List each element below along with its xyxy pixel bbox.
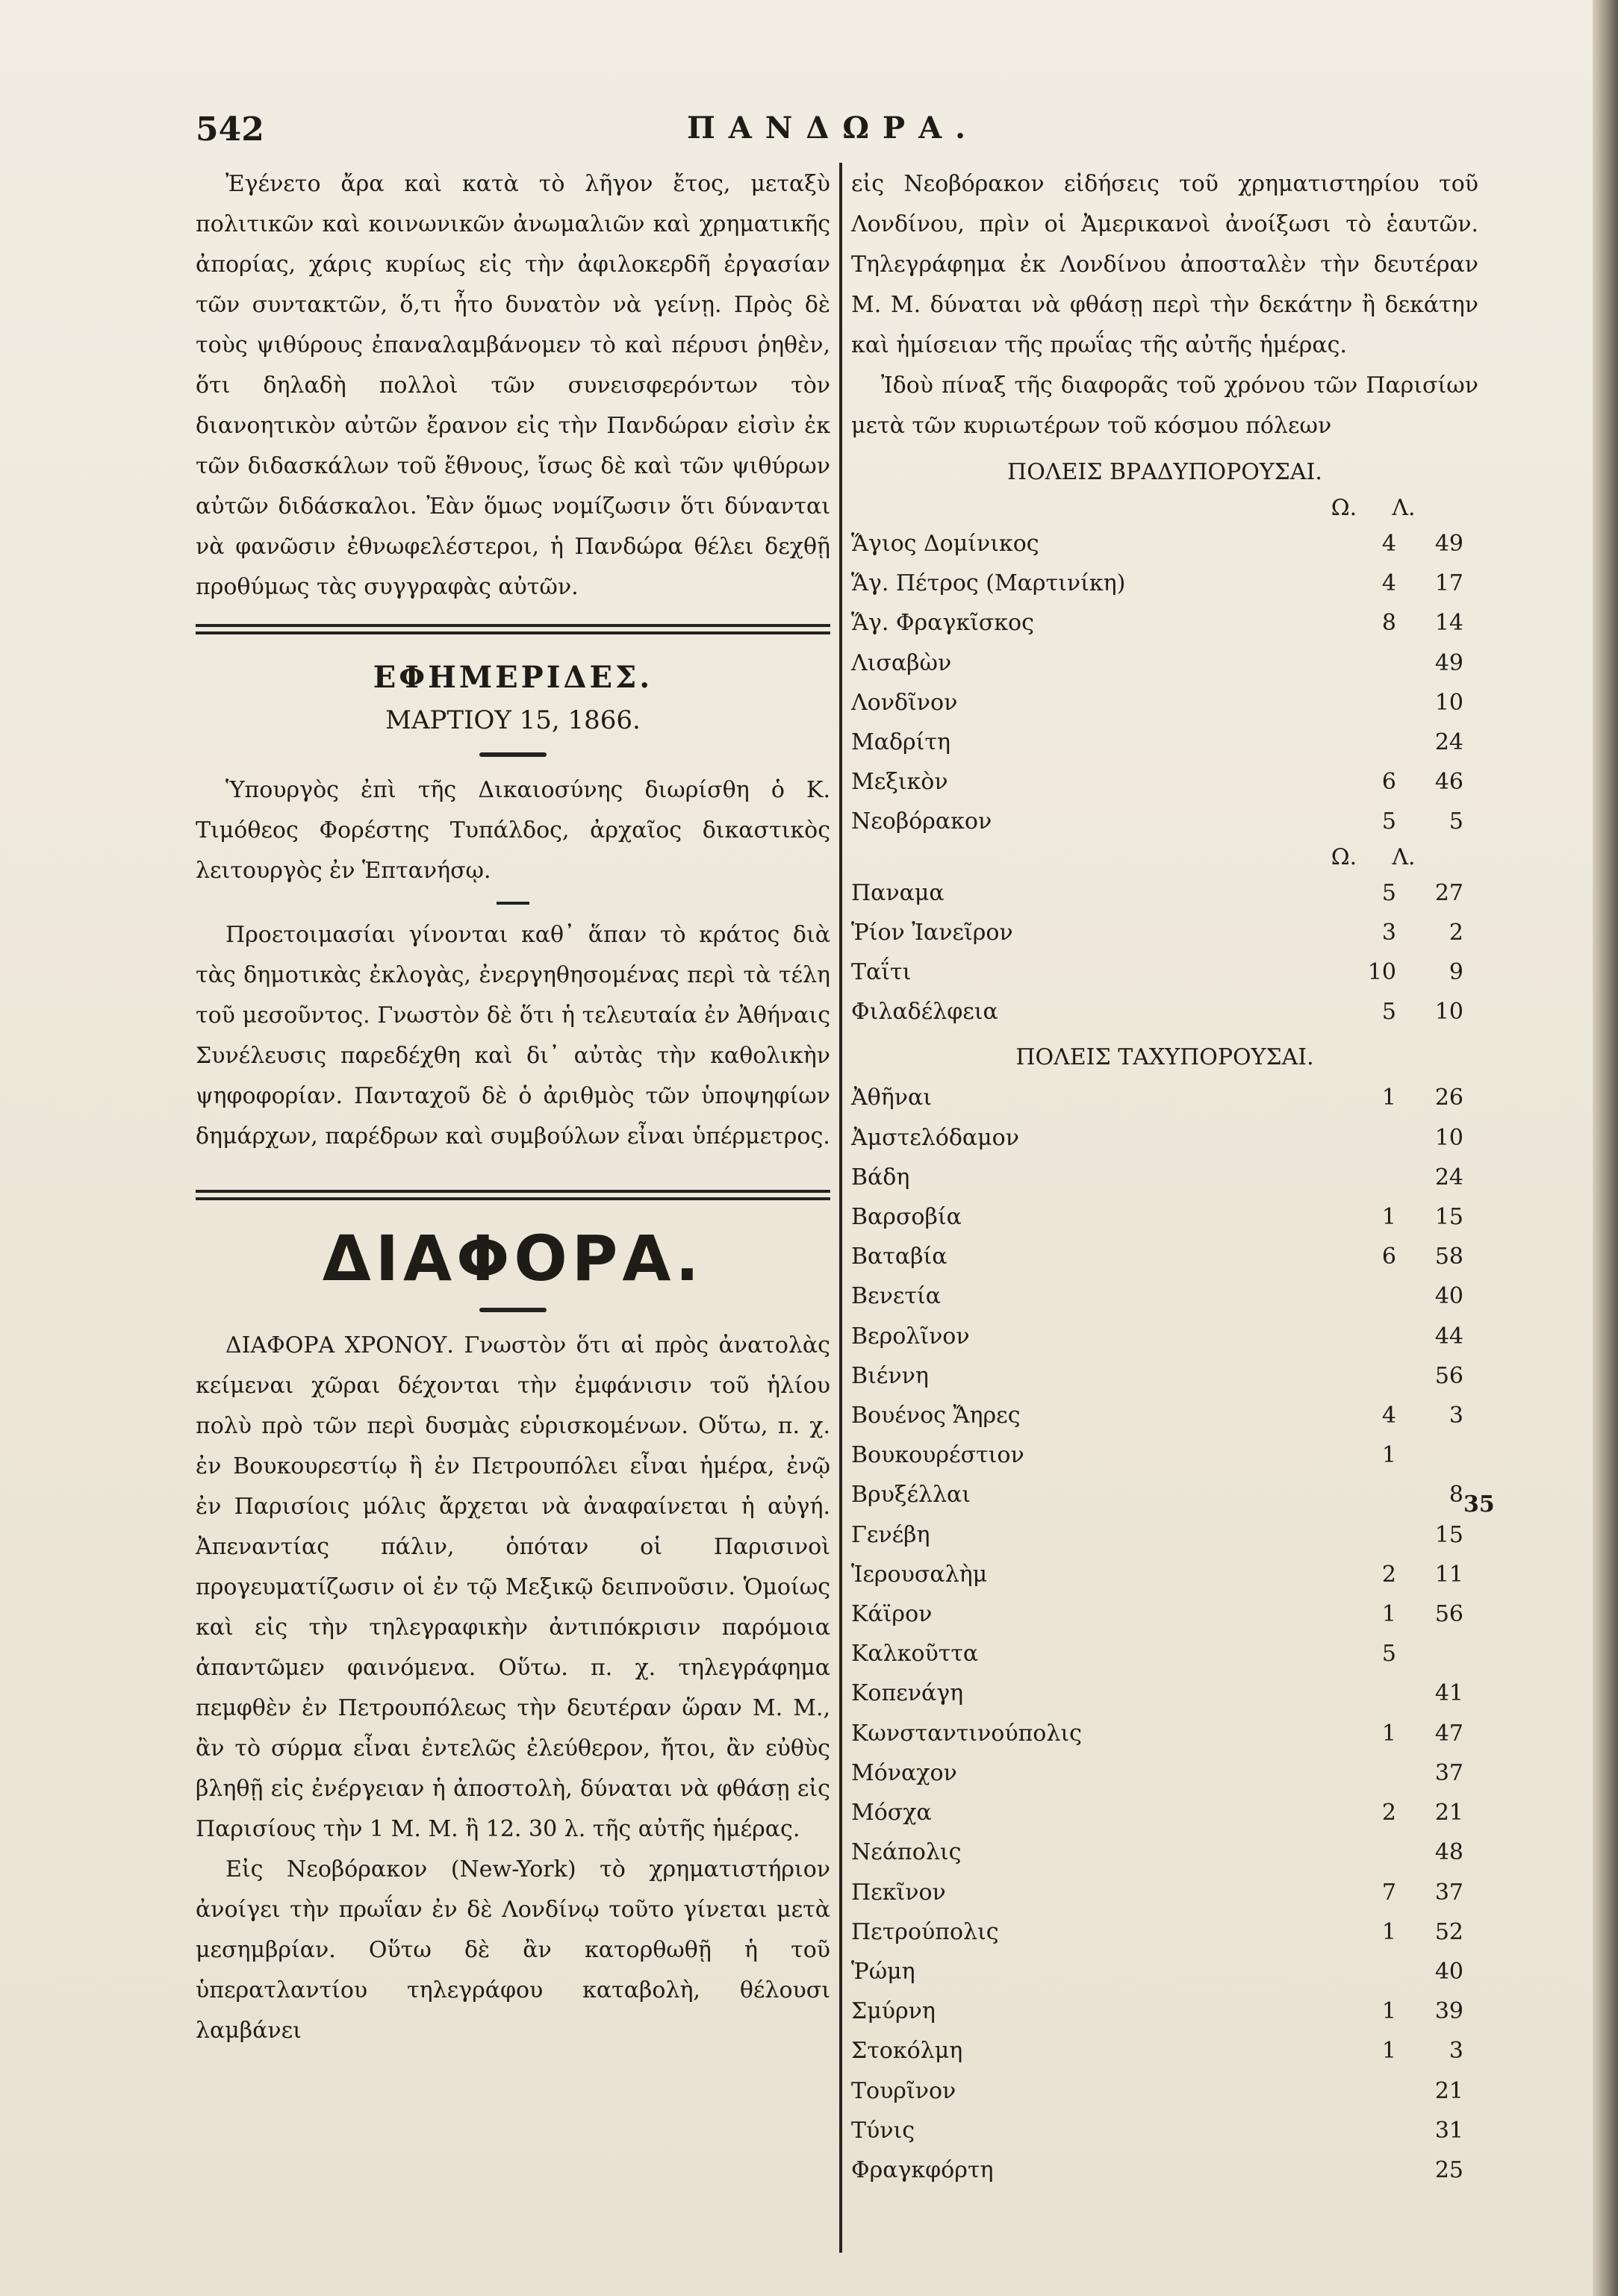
table-row	[851, 1475, 1478, 1514]
ornament-divider	[479, 1308, 547, 1312]
hours-value	[1344, 1356, 1396, 1396]
ornament-divider	[479, 752, 547, 757]
minutes-value: 3	[1449, 1403, 1463, 1429]
minutes-value: 24	[1434, 729, 1463, 756]
unit-hours: Ω.	[1331, 495, 1357, 521]
hours-value	[1344, 683, 1396, 723]
hours-value: 5	[1381, 999, 1396, 1026]
table-row	[851, 762, 1478, 802]
table-row	[851, 1555, 1478, 1594]
table-row	[851, 1356, 1478, 1396]
hours-value: 1	[1381, 1918, 1396, 1945]
city-name: Ἅγιος Δομίνικος	[851, 531, 1039, 557]
minutes-value: 15	[1434, 1521, 1463, 1548]
unit-hours: Ω.	[1331, 843, 1357, 870]
city-name: Φραγκφόρτη	[851, 2156, 994, 2183]
city-name: Τουρῖνον	[851, 2077, 956, 2104]
minutes-value: 49	[1434, 531, 1463, 557]
minutes-value: 56	[1434, 1362, 1463, 1389]
minutes-value: 26	[1434, 1085, 1463, 1111]
minutes-value: 37	[1434, 1879, 1463, 1906]
minutes-value: 56	[1434, 1601, 1463, 1628]
city-name: Μαδρίτη	[851, 729, 951, 756]
hours-value: 3	[1381, 919, 1396, 946]
minutes-value: 25	[1434, 2156, 1463, 2183]
table-row	[851, 2111, 1478, 2150]
city-name: Φιλαδέλφεια	[851, 999, 998, 1026]
unit-minutes: Λ.	[1392, 495, 1416, 521]
city-name: Στοκόλμη	[851, 2038, 963, 2065]
table-row	[851, 1753, 1478, 1793]
slow-cities-heading: ΠΟΛΕΙΣ ΒΡΑΔΥΠΟΡΟΥΣΑΙ.	[1007, 459, 1322, 485]
stray-mark: 35	[1463, 1491, 1495, 1517]
minutes-value: 2	[1449, 919, 1463, 946]
table-row	[851, 1634, 1478, 1673]
units-row	[851, 842, 1478, 873]
hours-value	[1344, 1515, 1396, 1555]
right-column	[851, 164, 1478, 2190]
city-name: Λισαβὼν	[851, 649, 952, 676]
short-divider	[497, 902, 529, 905]
hours-value	[1344, 1832, 1396, 1872]
table-row	[851, 723, 1478, 762]
table-row	[851, 802, 1478, 841]
slow-cities-table	[851, 873, 1478, 1032]
city-name: Βαρσοβία	[851, 1204, 962, 1231]
minutes-value: 47	[1434, 1720, 1463, 1747]
city-name: Πεκῖνον	[851, 1879, 946, 1906]
hours-value: 5	[1381, 808, 1396, 835]
city-name: Ῥώμη	[851, 1958, 915, 1985]
city-name: Κωνσταντινούπολις	[851, 1720, 1082, 1747]
minutes-value: 40	[1434, 1958, 1463, 1985]
unit-minutes: Λ.	[1392, 843, 1416, 870]
minutes-value: 58	[1434, 1244, 1463, 1270]
city-name: Βαταβία	[851, 1244, 948, 1270]
page-number: 542	[196, 110, 264, 149]
table-intro: Ἰδοὺ πίναξ τῆς διαφορᾶς τοῦ χρόνου τῶν Παρισίων μετὰ τῶν κυριωτέρων τοῦ κόσμου πόλεων	[851, 372, 1478, 439]
table-row	[851, 1952, 1478, 1991]
city-name: Τύνις	[851, 2117, 915, 2144]
hours-value	[1344, 2150, 1396, 2190]
city-name: Βουκουρέστιον	[851, 1442, 1024, 1469]
minutes-value: 10	[1434, 999, 1463, 1026]
table-row	[851, 1197, 1478, 1237]
hours-value	[1344, 1475, 1396, 1514]
minutes-value: 44	[1434, 1323, 1463, 1350]
minutes-value: 8	[1449, 1482, 1463, 1509]
minutes-value: 14	[1434, 610, 1463, 637]
minutes-value: 49	[1434, 649, 1463, 676]
hours-value	[1344, 1673, 1396, 1713]
city-name: Παναμα	[851, 879, 945, 906]
minutes-value: 10	[1434, 1124, 1463, 1151]
hours-value: 1	[1381, 1085, 1396, 1111]
minutes-value: 5	[1449, 808, 1463, 835]
minutes-value: 15	[1434, 1204, 1463, 1231]
city-name: Ἅγ. Πέτρος (Μαρτινίκη)	[851, 570, 1126, 597]
column-divider	[839, 163, 842, 2253]
minutes-value: 27	[1434, 879, 1463, 906]
table-row	[851, 1158, 1478, 1197]
table-row	[851, 1991, 1478, 2031]
city-name: Ἀθῆναι	[851, 1085, 932, 1111]
table-row	[851, 603, 1478, 643]
city-name: Νεάπολις	[851, 1839, 962, 1866]
minutes-value: 11	[1434, 1561, 1463, 1588]
hours-value: 6	[1381, 1244, 1396, 1270]
news-heading: ΕΦΗΜΕΡΙΔΕΣ.	[373, 660, 653, 695]
hours-value: 10	[1367, 959, 1396, 986]
table-row	[851, 1078, 1478, 1117]
hours-value: 1	[1381, 1998, 1396, 2025]
table-row	[851, 2071, 1478, 2111]
hours-value	[1344, 1158, 1396, 1197]
hours-value	[1344, 1118, 1396, 1158]
city-name: Ἱερουσαλὴμ	[851, 1561, 988, 1588]
hours-value: 4	[1381, 1403, 1396, 1429]
hours-value: 7	[1381, 1879, 1396, 1906]
hours-value	[1344, 1317, 1396, 1356]
hours-value: 1	[1381, 1720, 1396, 1747]
misc-text: Γνωστὸν ὅτι αἱ πρὸς ἀνατολὰς κείμεναι χῶραι δέχονται τὴν ἐμφάνισιν τοῦ ἡλίου πολὺ πρὸ τῶν περὶ δυσμὰς εὑρισκομένων. Οὕτω, π. χ. ἐν Βουκουρεστίῳ ἢ ἐν Πετρουπόλει εἶναι ἡμέρα, ἐνῷ ἐν Παρισίοις μόλις ἄρχεται νὰ ἀναφαίνεται ἡ αὐγή. Ἀπεναντίας πάλιν, ὁπόταν οἱ Παρισινοὶ προγευματίζωσιν οἱ ἐν τῷ Μεξικῷ δειπνοῦσιν. Ὁμοίως καὶ εἰς τὴν τηλεγραφικὴν ἀντιπόκρισιν παρόμοια ἀπαντῶμεν φαινόμενα. Οὕτω. π. χ. τηλεγράφημα πεμφθὲν ἐν Πετρουπόλεως τὴν δευτέραν ὥραν Μ. Μ., ἂν τὸ σύρμα εἶναι ἐντελῶς ἐλεύθερον, ἤτοι, ἂν εὐθὺς βληθῇ εἰς ἐνέργειαν ἡ ἀποστολὴ, δύναται νὰ φθάσῃ εἰς Παρισίους τὴν 1 Μ. Μ. ἢ 12. 30 λ. τῆς αὐτῆς ἡμέρας.	[196, 1332, 830, 1842]
hours-value	[1344, 1753, 1396, 1793]
city-name: Μόναχον	[851, 1759, 957, 1786]
minutes-value	[1396, 1435, 1478, 1475]
city-name: Βιέννη	[851, 1362, 929, 1389]
table-row	[851, 1396, 1478, 1435]
table-row	[851, 1912, 1478, 1952]
fast-cities-table	[851, 1078, 1478, 2190]
hours-value: 4	[1381, 531, 1396, 557]
minutes-value	[1396, 1634, 1478, 1673]
table-row	[851, 1435, 1478, 1475]
hours-value: 1	[1381, 1601, 1396, 1628]
hours-value: 6	[1381, 769, 1396, 796]
misc-paragraph	[196, 1326, 830, 1850]
hours-value	[1344, 1952, 1396, 1991]
table-row	[851, 643, 1478, 683]
table-row	[851, 1714, 1478, 1753]
minutes-value: 46	[1434, 769, 1463, 796]
minutes-value: 39	[1434, 1998, 1463, 2025]
misc-lead: ΔΙΑΦΟΡΑ ΧΡΟΝΟΥ.	[225, 1332, 454, 1358]
table-row	[851, 1594, 1478, 1634]
table-row	[851, 2031, 1478, 2071]
journal-title: ΠΑΝΔΩΡΑ.	[687, 110, 980, 146]
minutes-value: 21	[1434, 1800, 1463, 1826]
units-row	[851, 493, 1478, 524]
city-name: Κάϊρον	[851, 1601, 933, 1628]
minutes-value: 9	[1449, 959, 1463, 986]
city-name: Βρυξέλλαι	[851, 1482, 971, 1509]
table-row	[851, 1317, 1478, 1356]
table-row	[851, 952, 1478, 992]
city-name: Μόσχα	[851, 1800, 932, 1826]
table-row	[851, 564, 1478, 603]
hours-value: 1	[1381, 1204, 1396, 1231]
hours-value: 2	[1381, 1800, 1396, 1826]
double-rule	[196, 1190, 830, 1200]
minutes-value: 17	[1434, 570, 1463, 597]
city-name: Μεξικὸν	[851, 769, 948, 796]
city-name: Βάδη	[851, 1164, 910, 1191]
city-name: Ἅγ. Φραγκῖσκος	[851, 610, 1034, 637]
city-name: Ῥίον Ἰανεῖρον	[851, 919, 1013, 946]
table-row	[851, 913, 1478, 952]
table-row	[851, 1832, 1478, 1872]
minutes-value: 41	[1434, 1680, 1463, 1707]
intro-paragraph: Ἐγένετο ἄρα καὶ κατὰ τὸ λῆγον ἔτος, μεταξὺ πολιτικῶν καὶ κοινωνικῶν ἀνωμαλιῶν καὶ χρηματικῆς ἀπορίας, χάρις κυρίως εἰς τὴν ἀφιλοκερδῆ ἐργασίαν τῶν συντακτῶν, ὅ,τι ἦτο δυνατὸν νὰ γείνῃ. Πρὸς δὲ τοὺς ψιθύρους ἐπαναλαμβάνομεν τὸ καὶ πέρυσι ῥηθὲν, ὅτι δηλαδὴ πολλοὶ τῶν συνεισφερόντων τὸν διανοητικὸν αὐτῶν ἔρανον εἰς τὴν Πανδώραν εἰσὶν ἐκ τῶν διδασκάλων τοῦ ἔθνους, ἴσως δὲ καὶ τῶν ψιθύρων αὐτῶν διδάσκαλοι. Ἐὰν ὅμως νομίζωσιν ὅτι δύνανται νὰ φανῶσιν ἐθνωφελέστεροι, ἡ Πανδώρα θέλει δεχθῇ προθύμως τὰς συγγραφὰς αὐτῶν.	[196, 171, 830, 600]
table-row	[851, 683, 1478, 723]
minutes-value: 21	[1434, 2077, 1463, 2104]
hours-value: 1	[1381, 2038, 1396, 2065]
slow-cities-table	[851, 524, 1478, 842]
hours-value: 5	[1381, 1641, 1396, 1668]
minutes-value: 3	[1449, 2038, 1463, 2065]
city-name: Βουένος Ἄηρες	[851, 1403, 1021, 1429]
city-name: Καλκοῦττα	[851, 1641, 979, 1668]
minutes-value: 24	[1434, 1164, 1463, 1191]
hours-value: 4	[1381, 570, 1396, 597]
city-name: Λονδῖνον	[851, 689, 958, 716]
page-edge	[1593, 0, 1618, 2296]
hours-value: 1	[1381, 1442, 1396, 1469]
left-column	[196, 164, 830, 2051]
news-date: ΜΑΡΤΙΟΥ 15, 1866.	[385, 705, 641, 735]
hours-value	[1344, 2111, 1396, 2150]
minutes-value: 40	[1434, 1283, 1463, 1310]
table-row	[851, 1873, 1478, 1912]
city-name: Νεοβόρακον	[851, 808, 992, 835]
misc-heading: ΔΙΑΦΟΡΑ.	[322, 1222, 704, 1295]
table-row	[851, 2150, 1478, 2190]
city-name: Ἀμστελόδαμον	[851, 1124, 1019, 1151]
hours-value: 2	[1381, 1561, 1396, 1588]
hours-value: 8	[1381, 610, 1396, 637]
city-name: Βενετία	[851, 1283, 941, 1310]
table-row	[851, 1793, 1478, 1832]
misc-paragraph: Εἰς Νεοβόρακον (New-York) τὸ χρηματιστήριον ἀνοίγει τὴν πρωΐαν ἐν δὲ Λονδίνῳ τοῦτο γίνεται μετὰ μεσημβρίαν. Οὕτω δὲ ἂν κατορθωθῇ ἡ τοῦ ὑπερατλαντίου τηλεγράφου καταβολὴ, θέλουσι λαμβάνει	[196, 1856, 830, 2044]
city-name: Κοπενάγη	[851, 1680, 964, 1707]
table-row	[851, 992, 1478, 1032]
news-paragraph: Ὑπουργὸς ἐπὶ τῆς Δικαιοσύνης διωρίσθη ὁ Κ. Τιμόθεος Φορέστης Τυπάλδος, ἀρχαῖος δικαστικὸς λειτουργὸς ἐν Ἑπτανήσῳ.	[196, 777, 830, 884]
city-name: Σμύρνη	[851, 1998, 936, 2025]
city-name: Γενέβη	[851, 1521, 930, 1548]
table-row	[851, 1237, 1478, 1276]
double-rule	[196, 624, 830, 634]
table-row	[851, 1673, 1478, 1713]
table-row	[851, 1118, 1478, 1158]
minutes-value: 31	[1434, 2117, 1463, 2144]
minutes-value: 48	[1434, 1839, 1463, 1866]
continued-paragraph: εἰς Νεοβόρακον εἰδήσεις τοῦ χρηματιστηρίου τοῦ Λονδίνου, πρὶν οἱ Ἀμερικανοὶ ἀνοίξωσι τὸ ἑαυτῶν. Τηλεγράφημα ἐκ Λονδίνου ἀποσταλὲν τὴν δευτέραν Μ. Μ. δύναται νὰ φθάσῃ περὶ τὴν δεκάτην ἢ δεκάτην καὶ ἡμίσειαν τῆς πρωΐας τῆς αὐτῆς ἡμέρας.	[851, 171, 1478, 358]
minutes-value: 37	[1434, 1759, 1463, 1786]
city-name: Ταΐτι	[851, 959, 912, 986]
table-row	[851, 524, 1478, 564]
table-row	[851, 873, 1478, 913]
hours-value: 5	[1381, 879, 1396, 906]
hours-value	[1344, 723, 1396, 762]
minutes-value: 52	[1434, 1918, 1463, 1945]
news-paragraph: Προετοιμασίαι γίνονται καθ᾽ ἅπαν τὸ κράτος διὰ τὰς δημοτικὰς ἐκλογὰς, ἐνεργηθησομένας περὶ τὰ τέλη τοῦ μεσοῦντος. Γνωστὸν δὲ ὅτι ἡ τελευταία ἐν Ἀθήναις Συνέλευσις παρεδέχθη καὶ δι᾽ αὐτὰς τὴν καθολικὴν ψηφοφορίαν. Πανταχοῦ δὲ ὁ ἀριθμὸς τῶν ὑποψηφίων δημάρχων, παρέδρων καὶ συμβούλων εἶναι ὑπέρμετρος.	[196, 922, 830, 1149]
table-row	[851, 1515, 1478, 1555]
hours-value	[1344, 2071, 1396, 2111]
hours-value	[1344, 643, 1396, 683]
table-row	[851, 1276, 1478, 1316]
hours-value	[1344, 1276, 1396, 1316]
city-name: Πετρούπολις	[851, 1918, 999, 1945]
fast-cities-heading: ΠΟΛΕΙΣ ΤΑΧΥΠΟΡΟΥΣΑΙ.	[1015, 1044, 1314, 1071]
minutes-value: 10	[1434, 689, 1463, 716]
city-name: Βερολῖνον	[851, 1323, 970, 1350]
